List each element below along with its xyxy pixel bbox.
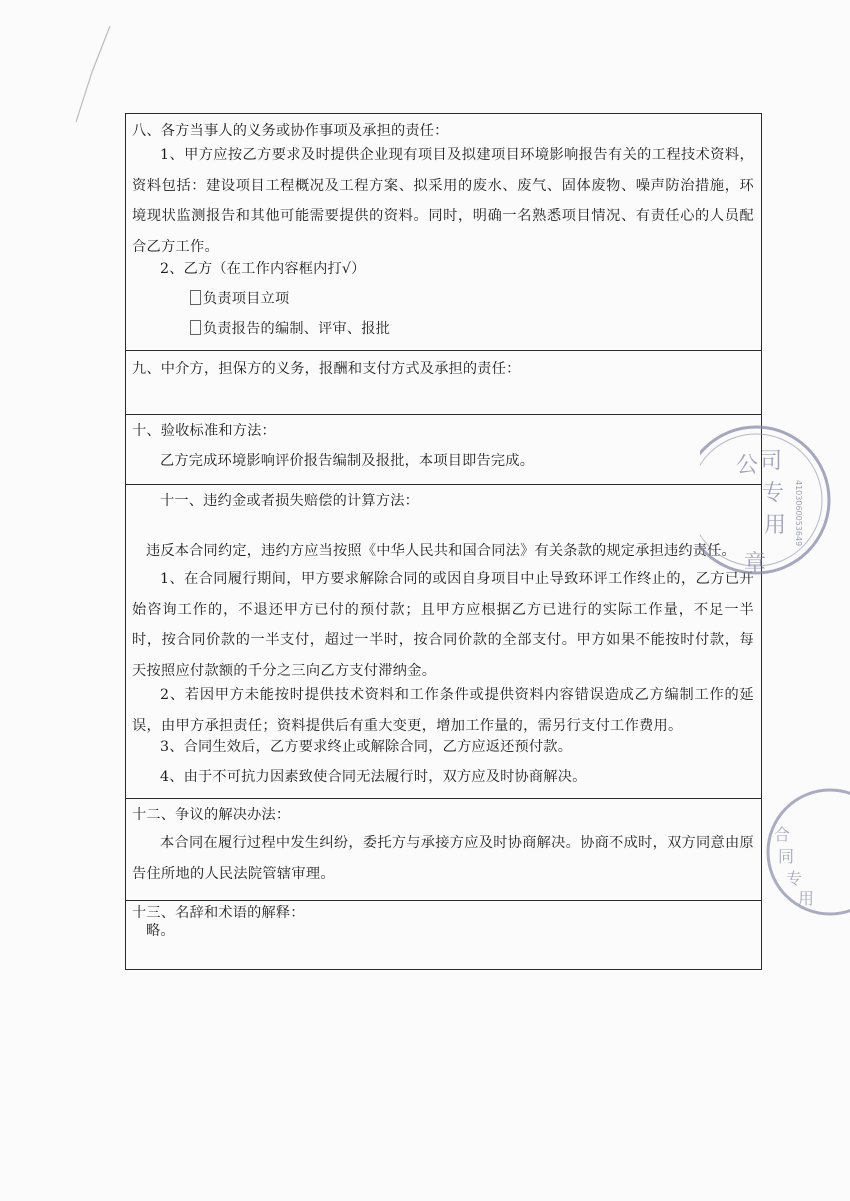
- svg-text:专: 专: [762, 481, 785, 506]
- section11-item1: 1、在合同履行期间，甲方要求解除合同的或因自身项目中止导致环评工作终止的，乙方已开始咨询工作的，不退还甲方已付的预付款；且甲方应根据乙方已进行的实际工作量，不足一半时，按合同价款的一半支付，超过一半时，按合同价款的全部支付。甲方如果不能按时付款，每天按照应付款额的千分之三向乙方支付滞纳金。: [132, 571, 754, 679]
- row-divider: [126, 484, 761, 485]
- section11-intro: 违反本合同约定，违约方应当按照《中华人民共和国合同法》有关条款的规定承担违约责任。: [146, 543, 736, 559]
- section9-heading: 九、中介方，担保方的义务，报酬和支付方式及承担的责任：: [132, 361, 521, 377]
- section8-item2: 2、乙方（在工作内容框内打√）: [160, 261, 366, 277]
- section10-heading: 十、验收标准和方法：: [132, 423, 276, 439]
- section8-option2: 负责报告的编制、评审、报批: [188, 320, 390, 338]
- row-divider: [126, 414, 761, 415]
- section11-heading: 十一、违约金或者损失赔偿的计算方法：: [160, 493, 419, 509]
- section12-body: 本合同在履行过程中发生纠纷，委托方与承接方应及时协商解决。协商不成时，双方同意由原告住所地的人民法院管辖审理。: [132, 835, 754, 882]
- svg-text:专: 专: [786, 869, 803, 888]
- section8-option1: 负责项目立项: [188, 290, 289, 308]
- contract-seal-stamp-2: [760, 780, 850, 930]
- svg-text:用: 用: [764, 513, 787, 538]
- section13-body: 略。: [146, 923, 175, 939]
- svg-text:合: 合: [774, 825, 791, 844]
- row-divider: [126, 798, 761, 799]
- svg-text:司: 司: [760, 449, 783, 474]
- checkbox-option1[interactable]: [190, 290, 201, 305]
- section10-body: 乙方完成环境影响评价报告编制及报批，本项目即告完成。: [160, 453, 535, 469]
- svg-text:章: 章: [744, 551, 767, 576]
- row-divider: [126, 350, 761, 351]
- section11-item3: 3、合同生效后，乙方要求终止或解除合同，乙方应返还预付款。: [160, 739, 573, 755]
- section8-heading: 八、各方当事人的义务或协作事项及承担的责任：: [132, 123, 449, 139]
- svg-text:公: 公: [736, 453, 759, 478]
- contract-table: [125, 113, 762, 970]
- svg-text:用: 用: [798, 889, 815, 908]
- section11-item2: 2、若因甲方未能按时提供技术资料和工作条件或提供资料内容错误造成乙方编制工作的延误，由甲方承担责任；资料提供后有重大变更，增加工作量的，需另行支付工作费用。: [132, 687, 754, 734]
- svg-text:同: 同: [778, 847, 795, 866]
- scratch-mark: [70, 24, 130, 124]
- section8-item1: 1、甲方应按乙方要求及时提供企业现有项目及拟建项目环境影响报告有关的工程技术资料，资料包括：建设项目工程概况及工程方案、拟采用的废水、废气、固体废物、噪声防治措施，环境现状监测报告和其他可能需要提供的资料。同时，明确一名熟悉项目情况、有责任心的人员配合乙方工作。: [132, 147, 754, 255]
- checkbox-option2[interactable]: [190, 320, 201, 335]
- section13-heading: 十三、名辞和术语的解释：: [132, 905, 305, 921]
- svg-text:4103060053649: 4103060053649: [794, 480, 803, 547]
- row-divider: [126, 900, 761, 901]
- section11-item4: 4、由于不可抗力因素致使合同无法履行时，双方应及时协商解决。: [160, 769, 587, 785]
- section12-heading: 十二、争议的解决办法：: [132, 807, 291, 823]
